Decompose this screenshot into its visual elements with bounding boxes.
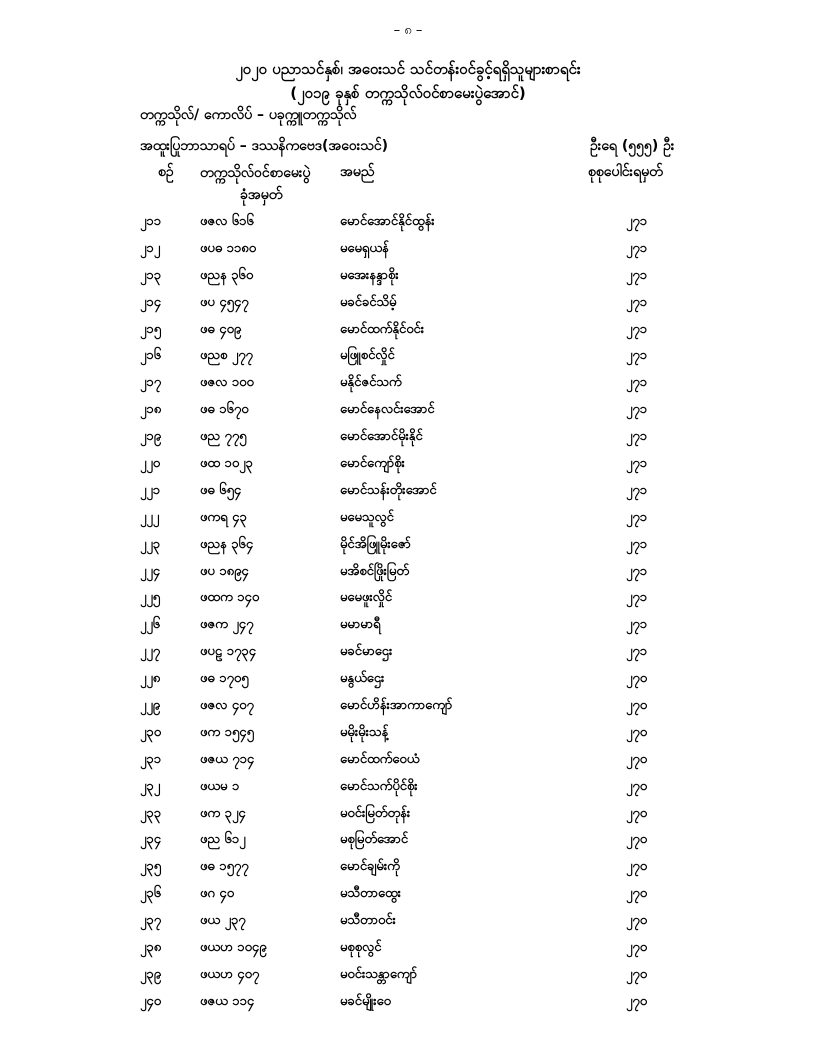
- roll-number: ဖပ ၁၈၉၄: [200, 563, 249, 579]
- total-marks: ၂၇၀: [626, 751, 648, 767]
- roll-number: ဖဂ ၄၀: [200, 886, 235, 902]
- row-number: ၂၃၈: [140, 940, 162, 956]
- total-marks: ၂၇၁: [626, 536, 648, 552]
- roll-number: ဖယမ ၁: [200, 778, 240, 794]
- table-row: [0, 534, 816, 561]
- total-marks: ၂၇၀: [626, 966, 648, 982]
- roll-number: ဖယ ၂၃၇: [200, 913, 246, 929]
- row-number: ၂၁၁: [140, 214, 162, 229]
- student-name: မမိုးမိုးသန့်: [340, 724, 389, 740]
- roll-number: ဖဇလ ၆၁၆: [200, 214, 254, 229]
- student-name: မဝင်းသန္တာကျော်: [340, 966, 418, 982]
- row-number: ၂၃၅: [140, 859, 162, 875]
- row-number: ၂၁၃: [140, 267, 162, 283]
- column-header-roll-line1: တက္ကသိုလ်ဝင်စာမေးပွဲ: [200, 165, 311, 181]
- total-marks: ၂၇၀: [626, 913, 648, 929]
- student-list: [0, 211, 816, 1018]
- table-row: [0, 587, 816, 614]
- row-number: ၂၃၇: [140, 913, 162, 929]
- column-header-name: အမည်: [340, 164, 375, 180]
- row-number: ၂၂၀: [140, 456, 161, 472]
- roll-number: ဖကရ ၄၃: [200, 509, 247, 525]
- roll-number: ဖညစ ၂၇၇: [200, 348, 253, 364]
- student-name: မိုင်အိဖြူမိုးဇော်: [340, 536, 411, 552]
- roll-number: ဖဇက ၂၄၇: [200, 617, 254, 633]
- roll-number: ဖည ၆၁၂: [200, 832, 246, 848]
- table-row: [0, 910, 816, 937]
- roll-number: ဖထက ၁၄၀: [200, 590, 260, 606]
- column-header-marks: စုစုပေါင်းရမှတ်: [588, 164, 663, 180]
- column-header-roll-line2: ခုံအမှတ်: [240, 187, 283, 203]
- row-number: ၂၁၂: [140, 240, 161, 256]
- row-number: ၂၁၆: [140, 348, 162, 364]
- total-marks: ၂၇၁: [626, 348, 648, 364]
- row-number: ၂၃၉: [140, 966, 162, 982]
- table-row: [0, 345, 816, 372]
- total-marks: ၂၇၁: [626, 482, 648, 498]
- total-marks: ၂၇၁: [626, 509, 648, 525]
- total-marks: ၂၇၁: [626, 375, 648, 391]
- table-row: [0, 722, 816, 749]
- table-row: [0, 372, 816, 399]
- table-row: [0, 991, 816, 1018]
- total-marks: ၂၇၀: [626, 805, 648, 821]
- student-name: မအေးနန္ဒာစိုး: [340, 267, 399, 283]
- total-marks: ၂၇၀: [626, 724, 648, 740]
- table-row: [0, 238, 816, 265]
- roll-number: ဖညန ၃၆၀: [200, 267, 254, 283]
- total-marks: ၂၇၁: [626, 214, 648, 229]
- student-name: မောင်ထက်နိုင်ဝင်း: [340, 321, 425, 337]
- student-name: မဖြူစင်လှိုင်: [340, 348, 395, 364]
- student-name: မခင်မာဌေး: [340, 644, 393, 660]
- major-label: အထူးပြုဘာသာရပ် – ဒဿနိကဗေဒ(အဝေးသင်): [140, 138, 388, 154]
- roll-number: ဖဇလ ၁၀၀: [200, 375, 254, 391]
- row-number: ၂၂၃: [140, 536, 161, 552]
- student-name: မောင်နေလင်းအောင်: [340, 402, 435, 418]
- student-name: မစုစုလွင်: [340, 940, 382, 956]
- total-marks: ၂၇၀: [626, 859, 648, 875]
- total-marks: ၂၇၀: [626, 993, 648, 1009]
- row-number: ၂၂၆: [140, 617, 161, 633]
- roll-number: ဖယဟ ၁၀၄၉: [200, 940, 267, 956]
- roll-number: ဖဓ ၁၆၇၀: [200, 402, 249, 418]
- table-row: [0, 749, 816, 776]
- table-row: [0, 829, 816, 856]
- table-row: [0, 856, 816, 883]
- document-title: ၂၀၂၀ ပညာသင်နှစ်၊ အဝေးသင် သင်တန်းဝင်ခွင့်ရရှိသူများစာရင်း: [235, 60, 581, 78]
- total-marks: ၂၇၁: [626, 644, 648, 660]
- row-number: ၂၃၂: [140, 778, 161, 794]
- table-row: [0, 695, 816, 722]
- roll-number: ဖဇလ ၄၀၇: [200, 698, 254, 714]
- roll-number: ဖယဟ ၄၀၇: [200, 966, 260, 982]
- row-number: ၂၁၅: [140, 321, 162, 337]
- total-count: ဦးရေ (၅၅၅) ဦး: [590, 138, 675, 154]
- student-name: မစုမြတ်အောင်: [340, 832, 409, 848]
- total-marks: ၂၇၀: [626, 671, 648, 687]
- table-row: [0, 937, 816, 964]
- page-number: – ၈ –: [393, 23, 423, 38]
- row-number: ၂၁၄: [140, 294, 162, 310]
- table-row: [0, 641, 816, 668]
- student-name: မခင်မျိုးဝေ: [340, 993, 391, 1009]
- row-number: ၂၁၉: [140, 429, 162, 445]
- student-name: မဝင်းမြတ်တုန်း: [340, 805, 411, 821]
- total-marks: ၂၇၁: [626, 429, 648, 445]
- row-number: ၂၂၂: [140, 509, 160, 525]
- table-row: [0, 776, 816, 803]
- row-number: ၂၂၅: [140, 590, 161, 606]
- university-label: တက္ကသိုလ်/ ကောလိပ် – ပခုက္ကူတက္ကသိုလ်: [140, 107, 357, 123]
- roll-number: ဖပ ၄၅၄၇: [200, 294, 249, 310]
- total-marks: ၂၇၁: [626, 456, 648, 472]
- roll-number: ဖက ၃၂၄: [200, 805, 246, 821]
- student-name: မအိစင်ဖြိုးမြတ်: [340, 563, 410, 579]
- table-row: [0, 480, 816, 507]
- row-number: ၂၃၀: [140, 724, 162, 740]
- table-row: [0, 614, 816, 641]
- table-row: [0, 426, 816, 453]
- total-marks: ၂၇၀: [626, 940, 648, 956]
- table-row: [0, 453, 816, 480]
- document-subtitle: (၂၀၁၉ ခုနှစ် တက္ကသိုလ်ဝင်စာမေးပွဲအောင်): [290, 84, 526, 102]
- roll-number: ဖက ၁၅၄၅: [200, 724, 254, 740]
- table-row: [0, 265, 816, 292]
- roll-number: ဖဇယ ၇၁၄: [200, 751, 255, 767]
- row-number: ၂၁၇: [140, 375, 162, 391]
- roll-number: ဖဓ ၁၇၀၅: [200, 671, 249, 687]
- row-number: ၂၃၆: [140, 886, 162, 902]
- total-marks: ၂၇၁: [626, 321, 648, 337]
- student-name: မောင်ထက်ဝေယံ: [340, 751, 420, 767]
- row-number: ၂၂၈: [140, 671, 161, 687]
- table-row: [0, 561, 816, 588]
- row-number: ၂၂၇: [140, 644, 161, 660]
- roll-number: ဖပဠ ၁၇၃၄: [200, 644, 257, 660]
- total-marks: ၂၇၁: [626, 563, 648, 579]
- student-name: မမေသူလွင်: [340, 509, 394, 525]
- roll-number: ဖပဓ ၁၁၈၀: [200, 240, 257, 256]
- total-marks: ၂၇၀: [626, 832, 648, 848]
- student-name: မောင်သန်းတိုးအောင်: [340, 482, 437, 498]
- table-row: [0, 803, 816, 830]
- student-name: မောင်အောင်နိုင်ထွန်း: [340, 214, 435, 229]
- student-name: မနွယ်ဌေး: [340, 671, 385, 687]
- table-row: [0, 668, 816, 695]
- total-marks: ၂၇၁: [626, 240, 648, 256]
- student-name: မမာမာရီ: [340, 617, 381, 633]
- column-header-no: စဉ်: [158, 164, 174, 180]
- row-number: ၂၂၁: [140, 482, 161, 498]
- total-marks: ၂၇၁: [626, 267, 648, 283]
- student-name: မမေဖူးလှိုင်: [340, 590, 393, 606]
- total-marks: ၂၇၁: [626, 590, 648, 606]
- row-number: ၂၃၄: [140, 832, 162, 848]
- row-number: ၂၄၀: [140, 993, 162, 1009]
- table-row: [0, 319, 816, 346]
- column-header-roll: [200, 162, 310, 206]
- student-name: မောင်သက်ပိုင်စိုး: [340, 778, 418, 794]
- row-number: ၂၃၁: [140, 751, 162, 767]
- student-name: မသီတာဝင်း: [340, 913, 396, 929]
- roll-number: ဖဓ ၁၅၇၇: [200, 859, 249, 875]
- table-row: [0, 883, 816, 910]
- table-row: [0, 292, 816, 319]
- total-marks: ၂၇၀: [626, 886, 648, 902]
- roll-number: ဖဓ ၆၅၄: [200, 482, 242, 498]
- row-number: ၂၁၈: [140, 402, 162, 418]
- roll-number: ဖညန ၃၆၄: [200, 536, 254, 552]
- table-row: [0, 507, 816, 534]
- total-marks: ၂၇၀: [626, 698, 648, 714]
- table-row: [0, 964, 816, 991]
- student-name: မောင်ချမ်းကို: [340, 859, 400, 875]
- student-name: မခင်ခင်သိမ့်: [340, 294, 397, 310]
- roll-number: ဖထ ၁၀၂၃: [200, 456, 253, 472]
- roll-number: ဖဓ ၄၀၉: [200, 321, 242, 337]
- student-name: မနိုင်ဇင်သက်: [340, 375, 402, 391]
- roll-number: ဖဇယ ၁၁၄: [200, 993, 255, 1009]
- total-marks: ၂၇၀: [626, 778, 648, 794]
- student-name: မောင်အောင်မိုးနိုင်: [340, 429, 423, 445]
- row-number: ၂၃၃: [140, 805, 162, 821]
- student-name: မမေရှယန်: [340, 240, 389, 256]
- student-name: မသီတာထွေး: [340, 886, 401, 902]
- row-number: ၂၂၄: [140, 563, 161, 579]
- student-name: မောင်ကျော်စိုး: [340, 456, 405, 472]
- roll-number: ဖည ၇၇၅: [200, 429, 247, 445]
- total-marks: ၂၇၁: [626, 294, 648, 310]
- total-marks: ၂၇၁: [626, 617, 648, 633]
- table-row: [0, 399, 816, 426]
- table-row: [0, 211, 816, 238]
- student-name: မောင်ဟိန်းအာကာကျော်: [340, 698, 453, 714]
- row-number: ၂၂၉: [140, 698, 161, 714]
- total-marks: ၂၇၁: [626, 402, 648, 418]
